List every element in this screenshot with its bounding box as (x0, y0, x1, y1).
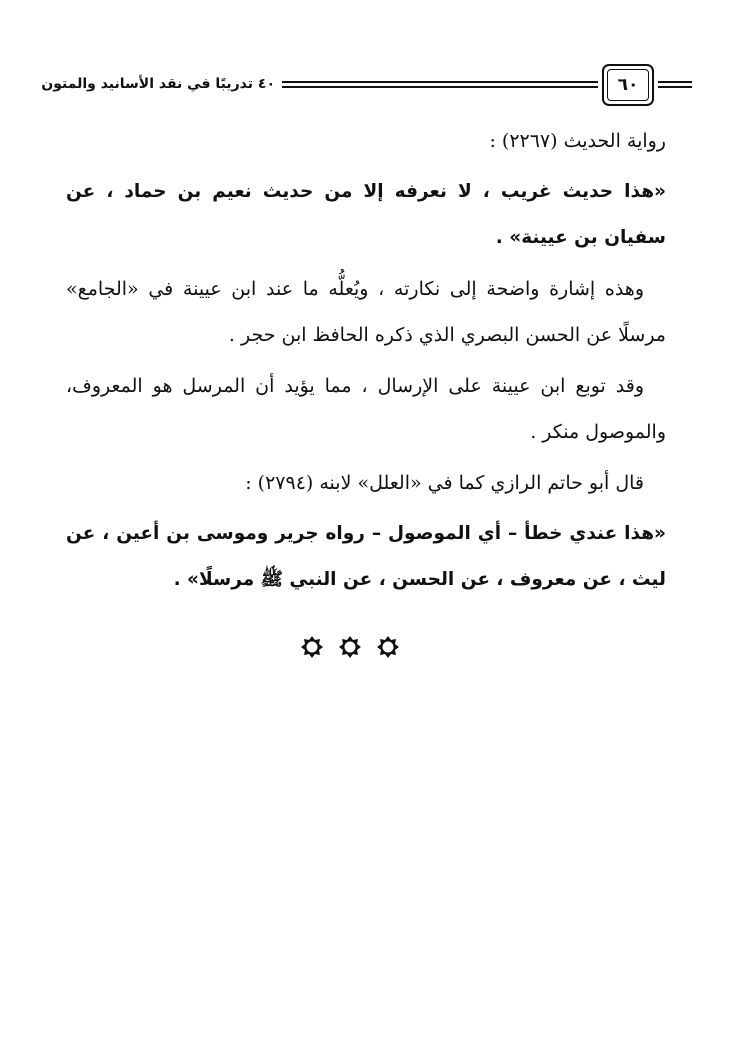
paragraph-nakara-note: وهذه إشارة واضحة إلى نكارته ، ويُعلُّه ما عند ابن عيينة في «الجامع» مرسلًا عن الحسن البصري الذي ذكره الحافظ ابن حجر . (66, 278, 666, 346)
page-number-box (602, 64, 654, 106)
page-number: ٦٠ (617, 75, 639, 95)
body-text (66, 118, 666, 603)
header-rule-left (282, 81, 598, 88)
paragraph-hadith-narration: رواية الحديث (٢٢٦٧) : (489, 130, 666, 152)
paragraph-irsal-note: وقد توبع ابن عيينة على الإرسال ، مما يؤيد أن المرسل هو المعروف، والموصول منكر . (66, 375, 666, 443)
section-ornaments (300, 632, 400, 662)
paragraph-abu-hatim-intro: قال أبو حاتم الرازي كما في «العلل» لابنه (٢٧٩٤) : (245, 472, 644, 494)
ornament-icon (338, 635, 362, 659)
paragraph-abu-hatim-quote: «هذا عندي خطأ – أي الموصول – رواه جرير وموسى بن أعين ، عن ليث ، عن معروف ، عن الحسن ، عن النبي ﷺ مرسلًا» . (66, 523, 666, 590)
running-title: ٤٠ تدريبًا في نقد الأسانيد والمتون (41, 76, 275, 92)
ornament-icon (300, 635, 324, 659)
ornament-icon (376, 635, 400, 659)
header-rule-right (658, 81, 692, 88)
page-header (41, 64, 692, 114)
paragraph-tirmidhi-quote: «هذا حديث غريب ، لا نعرفه إلا من حديث نعيم بن حماد ، عن سفيان بن عيينة» . (66, 181, 666, 248)
